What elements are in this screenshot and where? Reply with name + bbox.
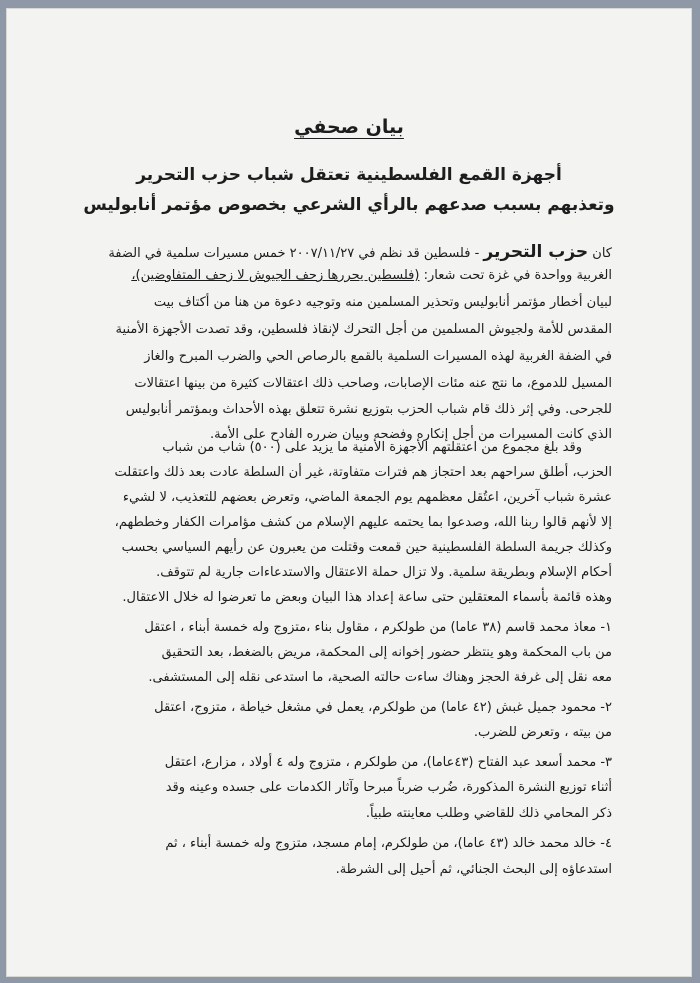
para2-line-4: إلا لأنهم قالوا ربنا الله، وصدعوا بما يحتمه عليهم الإسلام من كشف مؤامرات الكفار وخططهم، bbox=[114, 515, 612, 530]
intro-line-4: لبيان أخطار مؤتمر أنابوليس وتحذير المسلمين منه وتوجيه دعوة من هنا من أكتاف بيت bbox=[153, 295, 612, 310]
detainee-2-line-2: من بيته ، وتعرض للضرب. bbox=[473, 725, 612, 740]
detainee-3-line-2: أثناء توزيع النشرة المذكورة، ضُرب ضرباً مبرحا وآثار الكدمات على جسده وعينه وقد bbox=[165, 780, 612, 795]
detainee-list bbox=[102, 620, 612, 890]
document-page bbox=[6, 8, 692, 977]
intro-line-5: المقدس للأمة ولجيوش المسلمين من أجل التحرك لإنقاذ فلسطين، وقد تصدت الأجهزة الأمنية bbox=[115, 322, 612, 337]
intro-line-2: الغربية وواحدة في غزة تحت شعار: bbox=[419, 268, 612, 283]
detainee-4-line-2: استدعاؤه إلى البحث الجنائي، ثم أحيل إلى الشرطة. bbox=[335, 862, 612, 877]
para2-line-1: وقد بلغ مجموع من اعتقلتهم الأجهزة الأمنية ما يزيد على (٥٠٠) شاب من شباب bbox=[162, 440, 582, 455]
para2-line-6: أحكام الإسلام وبطريقة سلمية. ولا تزال حملة الاعتقال والاستدعاءات جارية لم تتوقف. bbox=[156, 565, 612, 580]
page-title: بيان صحفي bbox=[294, 116, 404, 138]
subtitle-line-2: وتعذبهم بسبب صدعهم بالرأي الشرعي بخصوص مؤتمر أنابوليس bbox=[83, 195, 615, 215]
subtitle-line-1: أجهزة القمع الفلسطينية تعتقل شباب حزب التحرير bbox=[136, 165, 562, 185]
detainee-1-line-1: ١- معاذ محمد قاسم (٣٨ عاما) من طولكرم ، مقاول بناء ،متزوج وله خمسة أبناء ، اعتقل bbox=[144, 620, 612, 635]
intro-line-6: في الضفة الغربية لهذه المسيرات السلمية بالقمع بالرصاص الحي والضرب المبرح والغاز bbox=[144, 349, 612, 364]
detainee-3-line-3: ذكر المحامي ذلك للقاضي وطلب معاينته طبياً. bbox=[365, 806, 612, 821]
intro-word: كان bbox=[592, 246, 612, 261]
detentions-paragraph bbox=[102, 440, 612, 620]
slogan: (فلسطين يحررها زحف الجيوش لا زحف المتفاوضين)، bbox=[131, 268, 420, 283]
detainee-1-line-3: معه نقل إلى غرفة الحجز وهناك ساءت حالته الصحية، ما استدعى نقله إلى المستشفى. bbox=[148, 670, 612, 685]
intro-line-1: - فلسطين قد نظم في ٢٠٠٧/١١/٢٧ خمس مسيرات سلمية في الضفة bbox=[108, 246, 484, 261]
intro-line-7: المسيل للدموع، ما نتج عنه مئات الإصابات، وصاحب ذلك اعتقالات كثيرة من بينها اعتقالات bbox=[134, 376, 612, 391]
intro-line-8: للجرحى. وفي إثر ذلك قام شباب الحزب بتوزيع نشرة تتعلق بهذه الأحداث وبمؤتمر أنابوليس bbox=[125, 402, 612, 417]
para2-line-2: الحزب، أطلق سراحهم بعد احتجاز هم فترات متفاوتة، غير أن السلطة عادت بعد ذلك واعتقلت bbox=[114, 465, 612, 480]
para2-line-3: عشرة شباب آخرين، اعتُقل معظمهم يوم الجمعة الماضي، وتعرض بعضهم للتعذيب، لا لشيء bbox=[122, 490, 612, 505]
para2-line-5: وكذلك جريمة السلطة الفلسطينية حين قمعت وقتلت من يعبرون عن رأيهم السياسي بحسب bbox=[121, 540, 612, 555]
detainee-3-line-1: ٣- محمد أسعد عبد الفتاح (٤٣عاما)، من طولكرم ، متزوج وله ٤ أولاد ، مزارع، اعتقل bbox=[164, 755, 612, 770]
para2-line-7: وهذه قائمة بأسماء المعتقلين حتى ساعة إعداد هذا البيان وبعض ما تعرضوا له خلال الاعتقال. bbox=[122, 590, 612, 605]
intro-line-9: الذي كانت المسيرات من أجل إنكاره وفضحه وبيان ضرره الفادح على الأمة. bbox=[209, 427, 612, 442]
detainee-4-line-1: ٤- خالد محمد خالد (٤٣ عاما)، من طولكرم، إمام مسجد، متزوج وله خمسة أبناء ، ثم bbox=[165, 836, 612, 851]
organization-name: حزب التحرير bbox=[483, 242, 589, 262]
intro-paragraph bbox=[102, 240, 612, 470]
detainee-1-line-2: من باب المحكمة وهو ينتظر حضور إخوانه إلى المحكمة، مريض بالضغط، بعد التحقيق bbox=[161, 645, 612, 660]
detainee-2-line-1: ٢- محمود جميل غبش (٤٢ عاما) من طولكرم، يعمل في مشغل خياطة ، متزوج، اعتقل bbox=[154, 700, 612, 715]
